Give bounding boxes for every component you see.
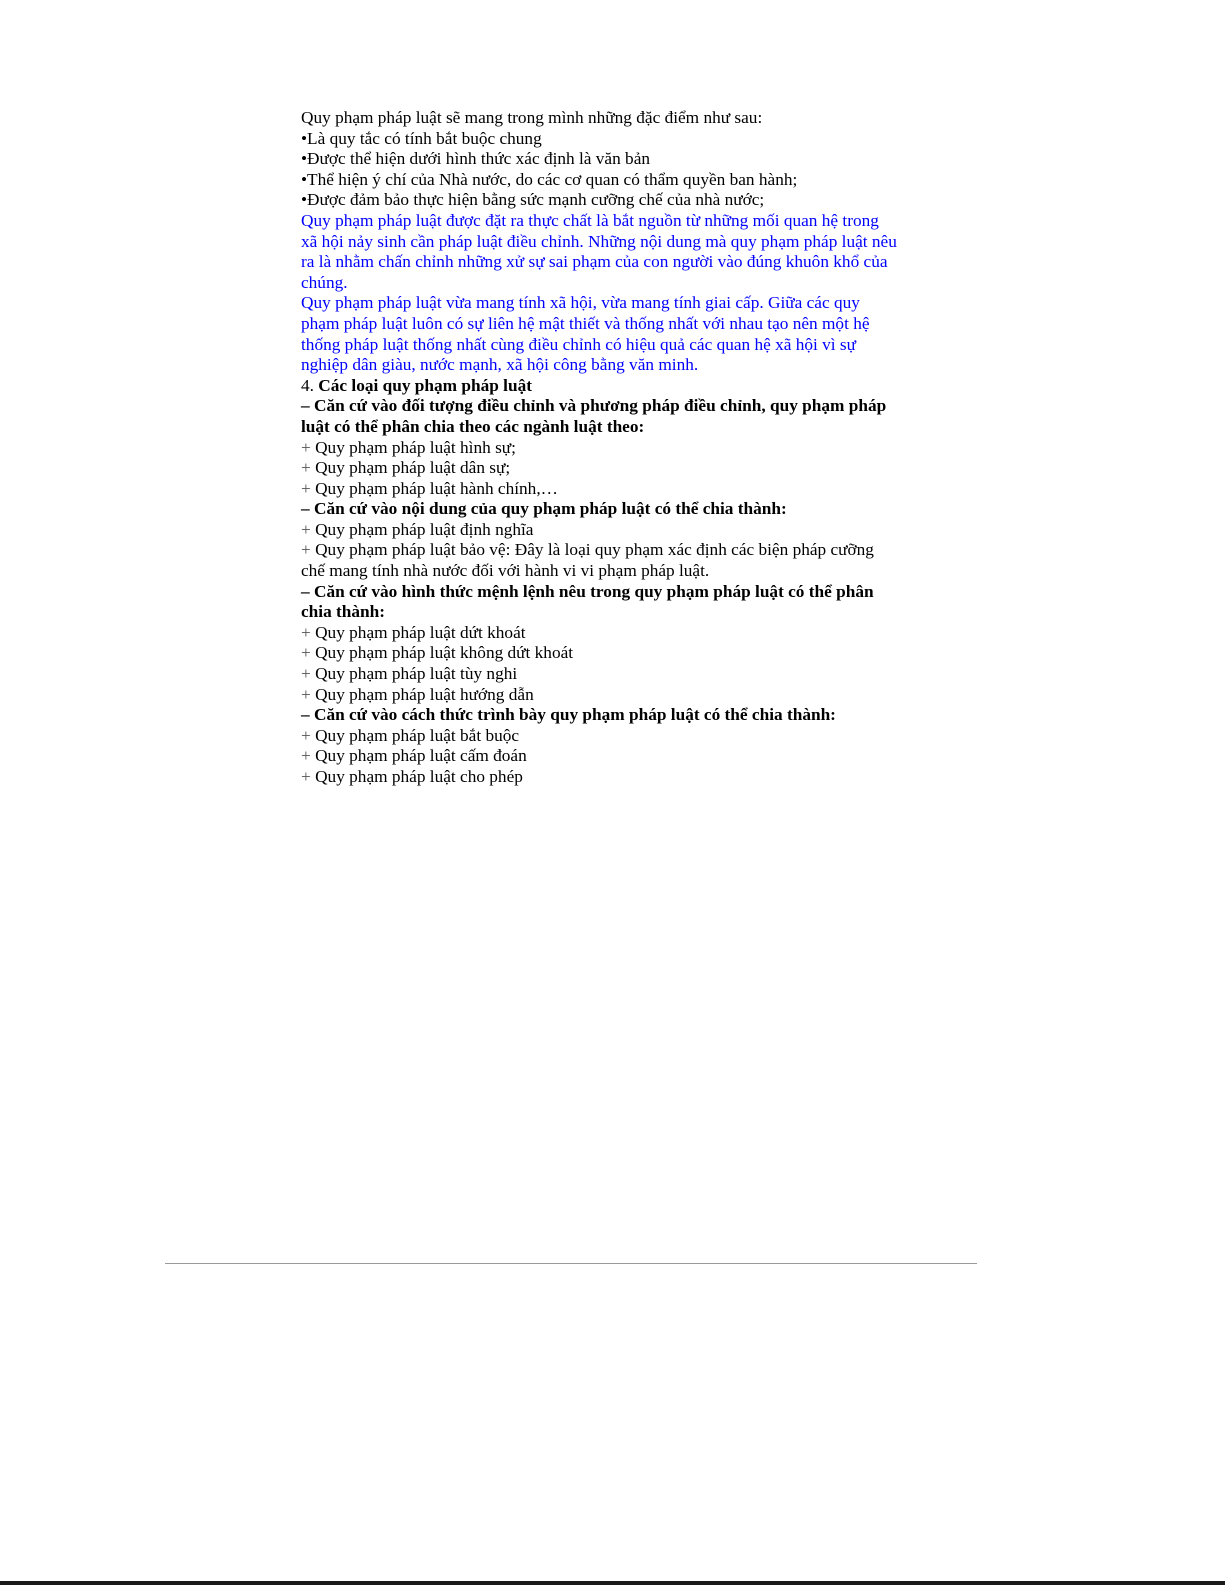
plus-bullet: +	[301, 746, 316, 766]
blue-paragraph-line: xã hội nảy sinh cần pháp luật điều chỉnh. Những nội dung mà quy phạm pháp luật nêu	[301, 231, 897, 251]
footer-divider	[165, 1263, 977, 1264]
list-item	[301, 540, 941, 561]
plus-bullet: +	[301, 437, 316, 457]
criterion-heading: – Căn cứ vào cách thức trình bày quy phạm pháp luật có thể chia thành:	[301, 705, 836, 725]
characteristic-item: •Thể hiện ý chí của Nhà nước, do các cơ quan có thẩm quyền ban hành;	[301, 169, 798, 189]
list-item	[301, 458, 941, 479]
list-item-text: Quy phạm pháp luật cấm đoán	[315, 746, 527, 766]
list-item	[301, 746, 941, 767]
plus-bullet: +	[301, 643, 316, 663]
list-item	[301, 479, 941, 500]
list-item-text: Quy phạm pháp luật không dứt khoát	[315, 643, 574, 663]
characteristic-item: •Được thể hiện dưới hình thức xác định là văn bản	[301, 149, 651, 169]
section-number: 4.	[301, 375, 319, 395]
blue-paragraph-line: Quy phạm pháp luật vừa mang tính xã hội, vừa mang tính giai cấp. Giữa các quy	[301, 293, 860, 313]
blue-paragraph-line: chúng.	[301, 272, 348, 292]
section-title: Các loại quy phạm pháp luật	[318, 375, 532, 395]
list-item-text: Quy phạm pháp luật bắt buộc	[315, 725, 520, 745]
list-item-text: Quy phạm pháp luật bảo vệ: Đây là loại quy phạm xác định các biện pháp cưỡng	[315, 540, 874, 560]
list-item	[301, 685, 941, 706]
list-item-text: Quy phạm pháp luật hình sự;	[315, 437, 516, 457]
list-item-text: Quy phạm pháp luật cho phép	[315, 767, 523, 786]
blue-paragraph-line: phạm pháp luật luôn có sự liên hệ mật thiết và thống nhất với nhau tạo nên một hệ	[301, 313, 870, 333]
plus-bullet: +	[301, 519, 316, 539]
blue-paragraph-line: nghiệp dân giàu, nước mạnh, xã hội công bằng văn minh.	[301, 355, 699, 375]
plus-bullet: +	[301, 478, 316, 498]
plus-bullet: +	[301, 767, 316, 786]
list-item	[301, 643, 941, 664]
list-item	[301, 623, 941, 644]
criterion-heading: – Căn cứ vào đối tượng điều chỉnh và phương pháp điều chỉnh, quy phạm pháp	[301, 396, 887, 416]
list-item	[301, 767, 941, 788]
plus-bullet: +	[301, 540, 316, 560]
blue-paragraph-line: Quy phạm pháp luật được đặt ra thực chất là bắt nguồn từ những mối quan hệ trong	[301, 210, 879, 230]
list-item-continuation: chế mang tính nhà nước đối với hành vi vi phạm pháp luật.	[301, 561, 710, 581]
list-item-text: Quy phạm pháp luật hướng dẫn	[315, 684, 534, 704]
page-bottom-edge	[0, 1581, 1225, 1585]
list-item-text: Quy phạm pháp luật tùy nghi	[315, 664, 518, 684]
list-item-text: Quy phạm pháp luật dứt khoát	[315, 622, 526, 642]
plus-bullet: +	[301, 458, 316, 478]
plus-bullet: +	[301, 622, 316, 642]
criterion-heading: – Căn cứ vào hình thức mệnh lệnh nêu trong quy phạm pháp luật có thể phân	[301, 581, 874, 601]
list-item	[301, 438, 941, 459]
document-body	[301, 108, 941, 788]
criterion-heading: – Căn cứ vào nội dung của quy phạm pháp luật có thể chia thành:	[301, 499, 787, 519]
intro-heading: Quy phạm pháp luật sẽ mang trong mình những đặc điểm như sau:	[301, 108, 763, 127]
plus-bullet: +	[301, 725, 316, 745]
list-item	[301, 520, 941, 541]
characteristic-item: •Được đảm bảo thực hiện bằng sức mạnh cưỡng chế của nhà nước;	[301, 190, 765, 210]
list-item-text: Quy phạm pháp luật hành chính,…	[315, 478, 558, 498]
section-heading	[301, 376, 941, 397]
criterion-heading: chia thành:	[301, 602, 386, 622]
characteristic-item: •Là quy tắc có tính bắt buộc chung	[301, 128, 542, 148]
list-item-text: Quy phạm pháp luật định nghĩa	[315, 519, 534, 539]
blue-paragraph-line: thống pháp luật thống nhất cùng điều chỉnh có hiệu quả các quan hệ xã hội vì sự	[301, 334, 857, 354]
list-item	[301, 726, 941, 747]
list-item	[301, 664, 941, 685]
list-item-text: Quy phạm pháp luật dân sự;	[315, 458, 511, 478]
plus-bullet: +	[301, 684, 316, 704]
blue-paragraph-line: ra là nhằm chấn chỉnh những xử sự sai phạm của con người vào đúng khuôn khổ của	[301, 252, 888, 272]
criterion-heading: luật có thể phân chia theo các ngành luật theo:	[301, 416, 645, 436]
plus-bullet: +	[301, 664, 316, 684]
